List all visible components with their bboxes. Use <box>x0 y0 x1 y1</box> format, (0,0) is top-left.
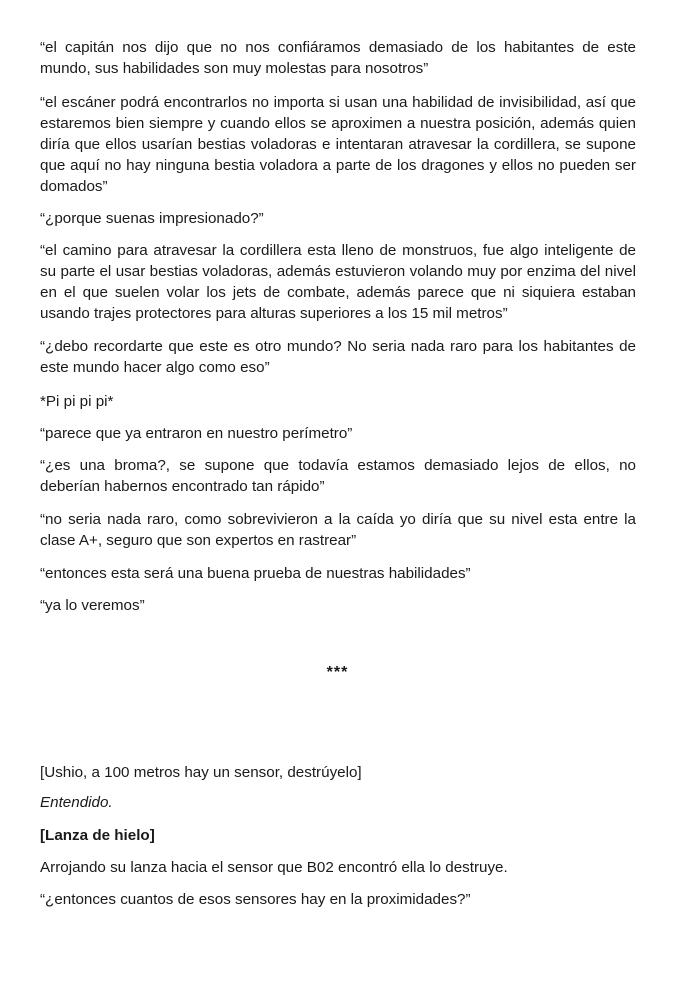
paragraph: “entonces esta será una buena prueba de nuestras habilidades” <box>40 565 471 582</box>
paragraph: “el escáner podrá encontrarlos no importa si usan una habilidad de invisibilidad, así que estaremos bien siempre y cuando ellos se aproximen a nuestra posición, además quien diría que ellos usarían bestias voladoras e intentaran atravesar la cordillera, se supone que aquí no hay ninguna bestia voladora a parte de los dragones y ellos no pueden ser domados” <box>40 94 636 195</box>
paragraph: “¿debo recordarte que este es otro mundo? No seria nada raro para los habitantes de este mundo hacer algo como eso” <box>40 338 636 376</box>
paragraph: “el capitán nos dijo que no nos confiáramos demasiado de los habitantes de este mundo, sus habilidades son muy molestas para nosotros” <box>40 39 636 77</box>
skill-name: [Lanza de hielo] <box>40 827 155 844</box>
paragraph: *Pi pi pi pi* <box>40 393 114 410</box>
paragraph: “¿es una broma?, se supone que todavía estamos demasiado lejos de ellos, no deberían habernos encontrado tan rápido” <box>40 457 636 495</box>
paragraph: “ya lo veremos” <box>40 597 145 614</box>
telepathy-line: [Ushio, a 100 metros hay un sensor, destrúyelo] <box>40 764 362 781</box>
reply-line: Entendido. <box>40 794 113 811</box>
question-line: “¿entonces cuantos de esos sensores hay en la proximidades?” <box>40 891 471 908</box>
paragraph: “parece que ya entraron en nuestro perímetro” <box>40 425 353 442</box>
paragraph: “¿porque suenas impresionado?” <box>40 210 264 227</box>
narration-line: Arrojando su lanza hacia el sensor que B02 encontró ella lo destruye. <box>40 859 508 876</box>
scene-separator: *** <box>326 664 349 681</box>
paragraph: “no seria nada raro, como sobrevivieron a la caída yo diría que su nivel esta entre la clase A+, seguro que son expertos en rastrear” <box>40 511 636 549</box>
paragraph: “el camino para atravesar la cordillera esta lleno de monstruos, fue algo inteligente de su parte el usar bestias voladoras, además estuvieron volando muy por enzima del nivel en el que suelen volar los jets de combate, además parece que ni siquiera estaban usando trajes protectores para alturas superiores a los 15 mil metros” <box>40 242 636 322</box>
